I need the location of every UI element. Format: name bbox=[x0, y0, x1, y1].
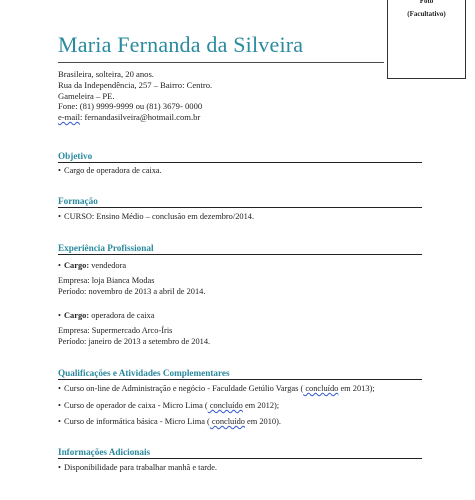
contact-address: Rua da Independência, 257 – Bairro: Centro. bbox=[58, 79, 213, 90]
bullet-icon: • bbox=[58, 417, 61, 426]
job-cargo: • Cargo: vendedora bbox=[58, 261, 127, 270]
bullet-icon: • bbox=[58, 166, 61, 175]
section-divider-informacoes bbox=[58, 458, 422, 459]
email-label: e-mail bbox=[58, 112, 80, 123]
job-cargo: • Cargo: operadora de caixa bbox=[58, 311, 155, 320]
list-item: • CURSO: Ensino Médio – conclusão em dezembro/2014. bbox=[58, 212, 255, 221]
contact-phone: Fone: (81) 9999-9999 ou (81) 3679- 0000 bbox=[58, 101, 203, 112]
list-item: • Curso on-line de Administração e negócio - Faculdade Getúlio Vargas ( concluído em 2013); bbox=[58, 384, 375, 393]
section-title-informacoes: Informações Adicionais bbox=[58, 447, 151, 457]
list-item: • Disponibilidade para trabalhar manhã e tarde. bbox=[58, 463, 218, 472]
bullet-icon: • bbox=[58, 212, 61, 221]
list-item: • Curso de operador de caixa - Micro Lima ( concluído em 2012); bbox=[58, 401, 280, 410]
list-item: • Curso de informática básica - Micro Lima ( concluído em 2010). bbox=[58, 417, 282, 426]
section-divider-formacao bbox=[58, 207, 422, 208]
bullet-icon: • bbox=[58, 311, 61, 320]
photo-label: Foto bbox=[419, 0, 434, 5]
photo-optional-label: (Facultativo) bbox=[407, 10, 446, 18]
list-item: • Cargo de operadora de caixa. bbox=[58, 166, 162, 175]
contact-block bbox=[58, 69, 212, 123]
job-empresa: Empresa: Supermercado Arco-Íris bbox=[58, 326, 173, 335]
contact-city: Gameleira – PE. bbox=[58, 90, 115, 101]
name-divider bbox=[58, 62, 384, 63]
bullet-icon: • bbox=[58, 401, 61, 410]
bullet-icon: • bbox=[58, 261, 61, 270]
bullet-icon: • bbox=[58, 463, 61, 472]
contact-personal: Brasileira, solteira, 20 anos. bbox=[58, 69, 154, 79]
section-title-experiencia: Experiência Profissional bbox=[58, 243, 154, 253]
section-divider-experiencia bbox=[58, 254, 422, 255]
bullet-icon: • bbox=[58, 384, 61, 393]
section-title-qualificacoes: Qualificações e Atividades Complementares bbox=[58, 368, 230, 378]
contact-email bbox=[58, 112, 212, 123]
photo-placeholder bbox=[387, 0, 466, 79]
section-title-objetivo: Objetivo bbox=[58, 151, 93, 161]
section-divider-qualificacoes bbox=[58, 379, 422, 380]
section-divider-objetivo bbox=[58, 162, 422, 163]
candidate-name: Maria Fernanda da Silveira bbox=[58, 32, 304, 57]
job-periodo: Período: novembro de 2013 a abril de 2014. bbox=[58, 287, 206, 296]
email-value: : fernandasilveira@hotmail.com.br bbox=[79, 112, 201, 123]
job-empresa: Empresa: loja Bianca Modas bbox=[58, 276, 155, 285]
job-periodo: Período: janeiro de 2013 a setembro de 2014. bbox=[58, 337, 211, 346]
section-title-formacao: Formação bbox=[58, 196, 98, 206]
